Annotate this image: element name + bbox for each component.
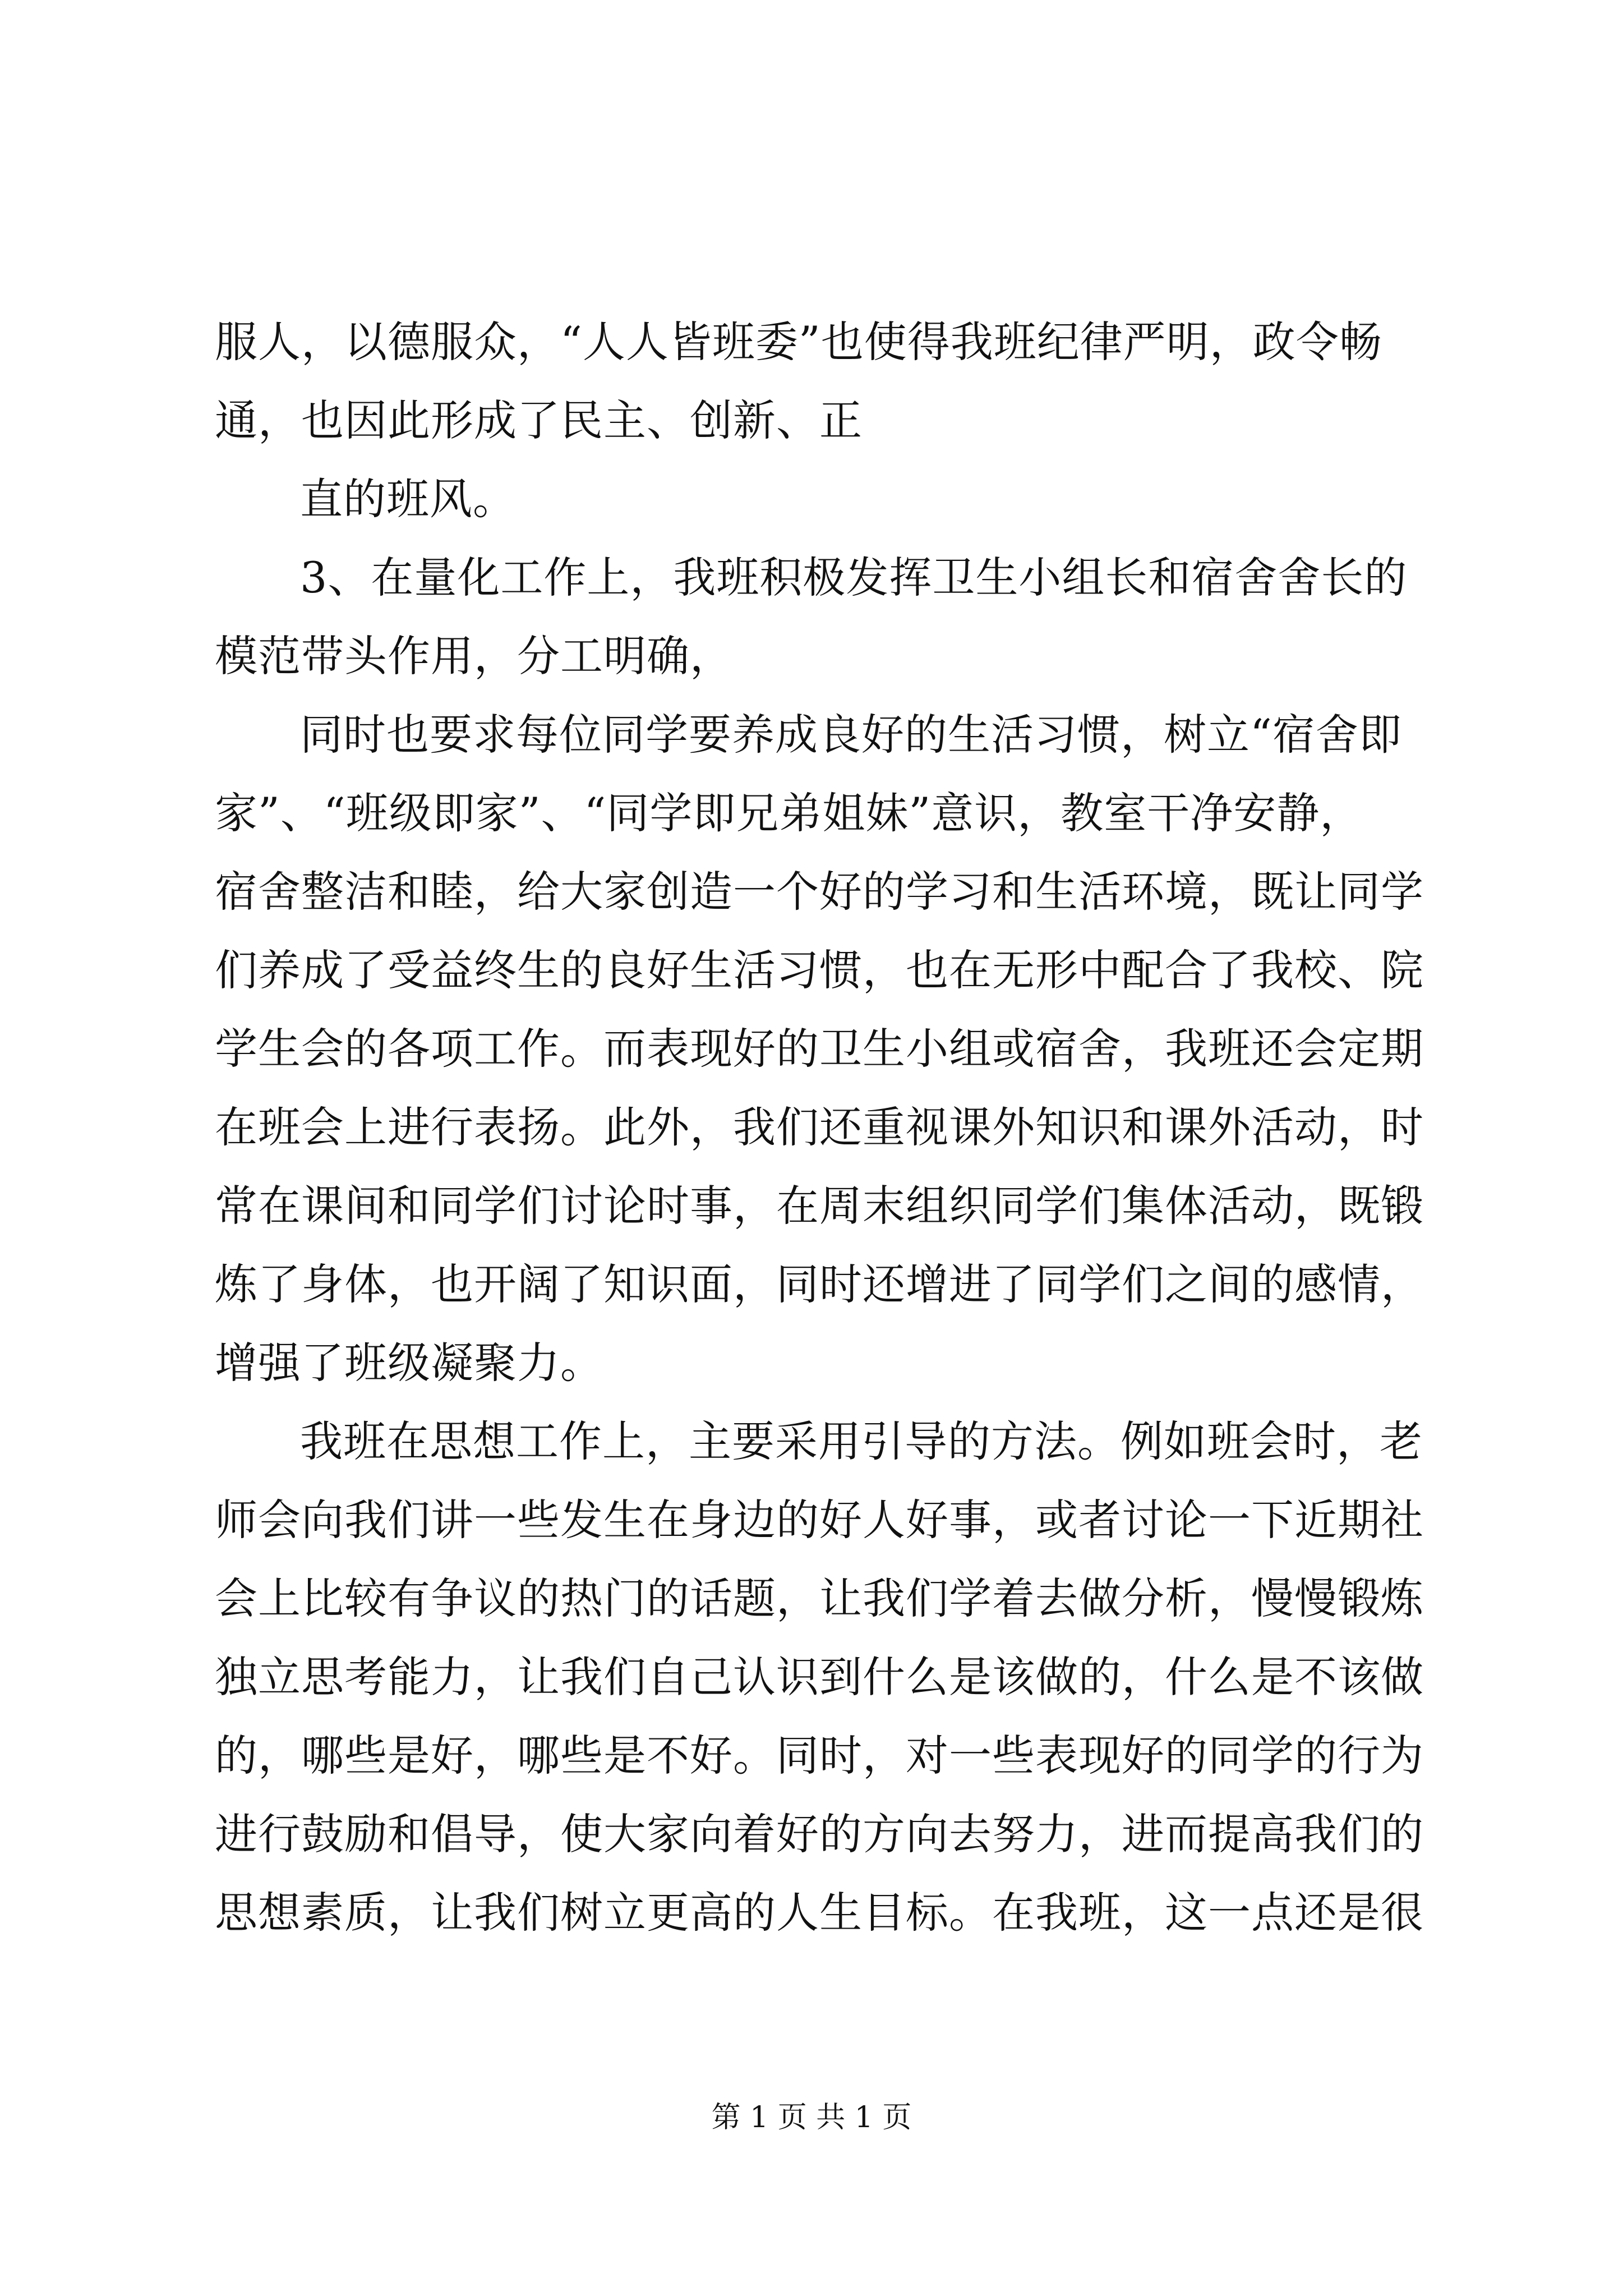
text-line: 服人，以德服众，“人人皆班委”也使得我班纪律严明，政令畅 — [215, 317, 1382, 367]
text-line: 宿舍整洁和睦，给大家创造一个好的学习和生活环境，既让同学 — [215, 867, 1424, 917]
text-line: 增强了班级凝聚力。 — [215, 1338, 603, 1388]
text-line: 思想素质，让我们树立更高的人生目标。在我班，这一点还是很 — [215, 1888, 1424, 1938]
page-footer: 第 1 页 共 1 页 — [711, 2101, 912, 2134]
text-line: 直的班风。 — [300, 474, 516, 524]
text-line: 们养成了受益终生的良好生活习惯，也在无形中配合了我校、院 — [215, 945, 1424, 995]
text-line: 炼了身体，也开阔了知识面，同时还增进了同学们之间的感情， — [215, 1259, 1424, 1309]
text-line: 师会向我们讲一些发生在身边的好人好事，或者讨论一下近期社 — [215, 1495, 1424, 1545]
text-line: 我班在思想工作上，主要采用引导的方法。例如班会时，老 — [300, 1416, 1423, 1466]
text-line: 会上比较有争议的热门的话题，让我们学着去做分析，慢慢锻炼 — [215, 1573, 1424, 1623]
body-text — [215, 303, 1424, 1952]
text-line: 模范带头作用，分工明确， — [215, 631, 733, 681]
text-line: 通，也因此形成了民主、创新、正 — [215, 395, 863, 445]
text-line: 进行鼓励和倡导，使大家向着好的方向去努力，进而提高我们的 — [215, 1809, 1424, 1859]
text-line: 常在课间和同学们讨论时事，在周末组织同学们集体活动，既锻 — [215, 1181, 1424, 1231]
text-line: 同时也要求每位同学要养成良好的生活习惯，树立“宿舍即 — [300, 710, 1402, 760]
text-line: 独立思考能力，让我们自己认识到什么是该做的，什么是不该做 — [215, 1652, 1424, 1702]
text-line: 家”、“班级即家”、“同学即兄弟姐妹”意识，教室干净安静， — [215, 788, 1363, 838]
text-line: 的，哪些是好，哪些是不好。同时，对一些表现好的同学的行为 — [215, 1731, 1424, 1780]
text-line: 3、在量化工作上，我班积极发挥卫生小组长和宿舍舍长的 — [300, 553, 1408, 602]
text-line: 学生会的各项工作。而表现好的卫生小组或宿舍，我班还会定期 — [215, 1024, 1424, 1074]
text-line: 在班会上进行表扬。此外，我们还重视课外知识和课外活动，时 — [215, 1102, 1424, 1152]
